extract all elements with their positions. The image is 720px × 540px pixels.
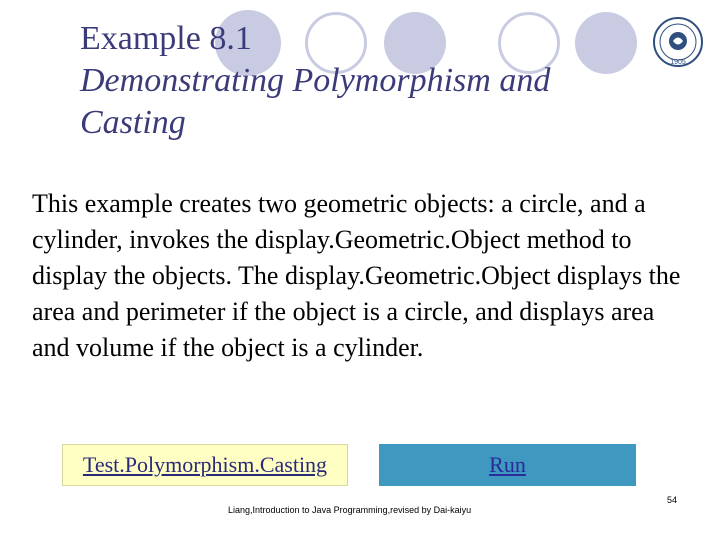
footer-credit: Liang,Introduction to Java Programming,revised by Dai-kaiyu bbox=[228, 505, 472, 515]
page-number: 54 bbox=[667, 495, 678, 505]
slide-title bbox=[80, 18, 640, 144]
title-line-2: Demonstrating Polymorphism and bbox=[80, 62, 551, 99]
title-line-3: Casting bbox=[80, 104, 186, 141]
body-paragraph: This example creates two geometric objects: a circle, and a cylinder, invokes the display.Geometric.Object method to display the objects. The display.Geometric.Object displays the area and perimeter if the object is a circle, and displays area and volume if the object is a cylinder. bbox=[32, 189, 681, 362]
university-seal-icon bbox=[652, 16, 704, 68]
test-polymorphism-casting-link[interactable]: Test.Polymorphism.Casting bbox=[62, 444, 348, 486]
run-button[interactable]: Run bbox=[379, 444, 636, 486]
seal-year: 1905 bbox=[670, 59, 686, 66]
title-line-1: Example 8.1 bbox=[80, 20, 252, 57]
